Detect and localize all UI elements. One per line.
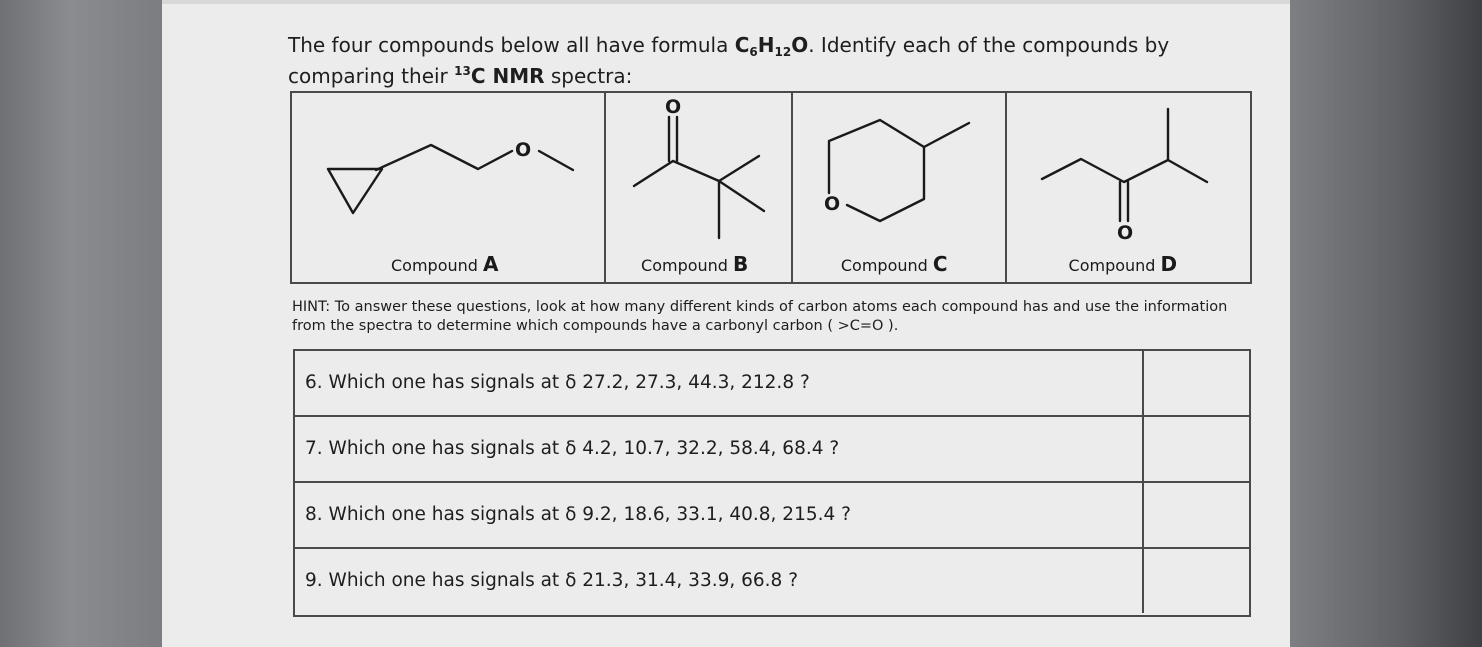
intro-text: spectra: (544, 64, 633, 88)
intro-text: . Identify each of the compounds by (808, 33, 1170, 57)
question-row-9 (295, 549, 1249, 615)
answer-cell[interactable] (1142, 417, 1249, 481)
compound-a-cell (292, 93, 606, 282)
answer-cell[interactable] (1142, 483, 1249, 547)
compound-c-label: Compound C (840, 252, 948, 276)
molecular-formula: $C_6H_{12}O$ (734, 33, 809, 59)
compound-b-label: Compound B (641, 252, 749, 276)
nmr-label: $^{13}$C NMR (454, 64, 545, 88)
compound-d-label: Compound D (1068, 252, 1178, 276)
question-row-7 (295, 417, 1249, 483)
questions-table (293, 349, 1251, 617)
worksheet-page (162, 0, 1290, 647)
compound-a-label: Compound A (391, 252, 499, 276)
oxygen-atom: O (823, 193, 841, 215)
answer-cell[interactable] (1142, 549, 1249, 613)
question-intro (288, 30, 1188, 92)
compound-c-cell (793, 93, 1007, 282)
oxygen-atom: O (1116, 222, 1133, 244)
hint-text: HINT: To answer these questions, look at how many different kinds of carbon atoms each compound has and use the information from the spectra to determine which compounds have a carbonyl carbon ( >C=O ). (292, 299, 1228, 334)
question-row-8 (295, 483, 1249, 549)
intro-text: comparing their (288, 64, 455, 88)
compound-structures-table (290, 91, 1252, 284)
compound-b-cell (606, 93, 793, 282)
oxygen-atom: O (665, 96, 682, 118)
question-text: 9. Which one has signals at δ 21.3, 31.4, 33.9, 66.8 ? (305, 570, 799, 591)
top-edge (162, 0, 1290, 4)
compound-d-cell (1007, 93, 1250, 282)
question-text: 6. Which one has signals at δ 27.2, 27.3, 44.3, 212.8 ? (305, 372, 810, 393)
question-row-6 (295, 351, 1249, 417)
question-text: 8. Which one has signals at δ 9.2, 18.6, 33.1, 40.8, 215.4 ? (305, 504, 851, 525)
oxygen-atom: O (515, 139, 532, 161)
intro-text: The four compounds below all have formula (288, 33, 735, 57)
question-text: 7. Which one has signals at δ 4.2, 10.7, 32.2, 58.4, 68.4 ? (305, 438, 840, 459)
answer-cell[interactable] (1142, 351, 1249, 415)
